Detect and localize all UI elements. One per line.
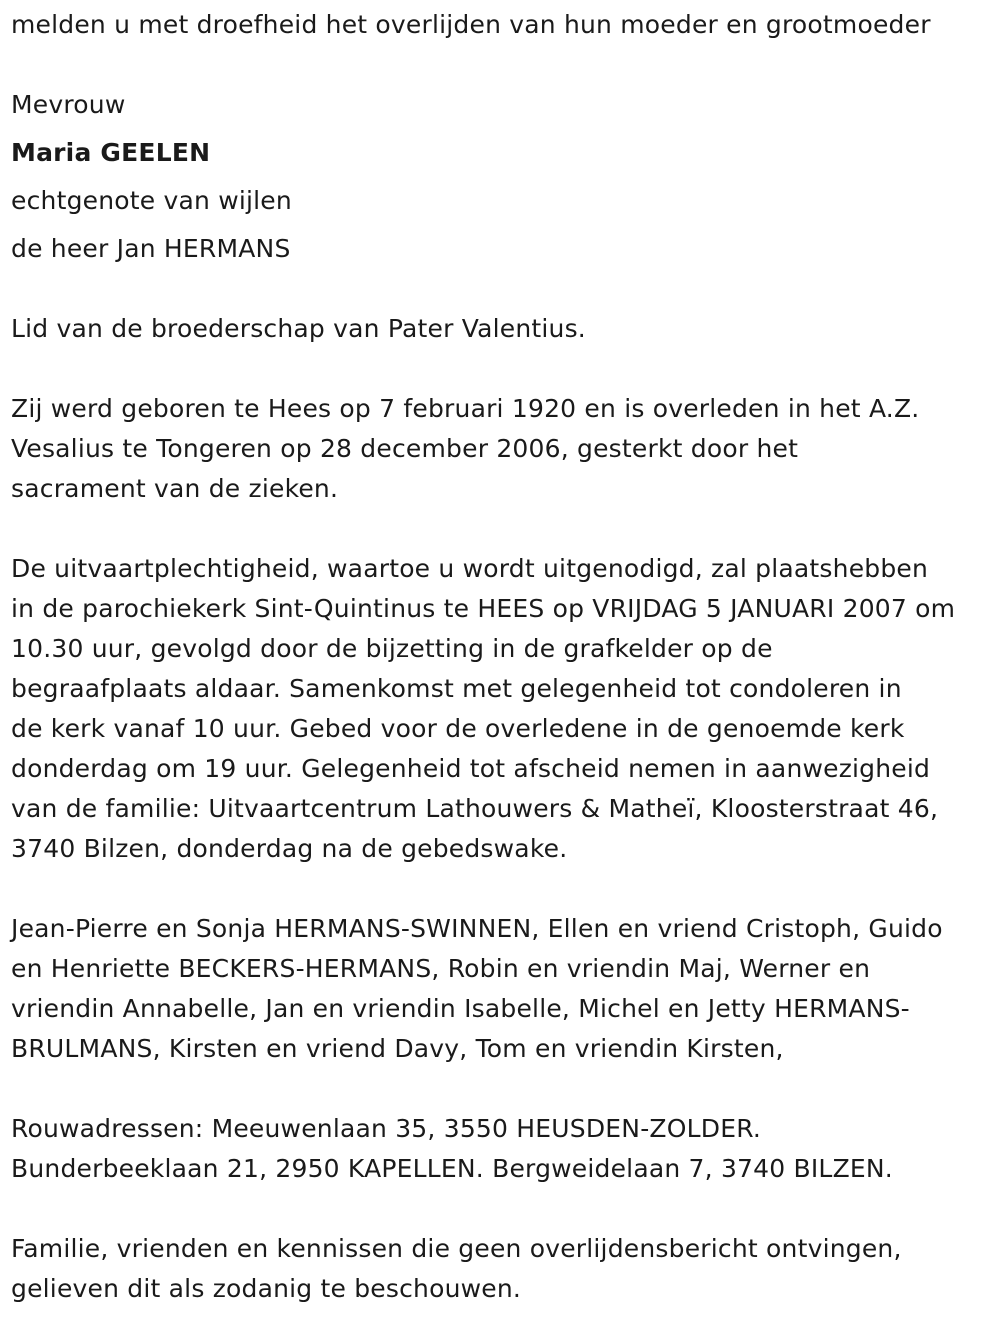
paragraph-line: Jean-Pierre en Sonja HERMANS-SWINNEN, Ellen en vriend Cristoph, Guido: [11, 914, 943, 943]
paragraph-line: De uitvaartplechtigheid, waartoe u wordt uitgenodigd, zal plaatshebben: [11, 554, 929, 583]
paragraph-line: in de parochiekerk Sint-Quintinus te HEES op VRIJDAG 5 JANUARI 2007 om: [11, 594, 956, 623]
paragraph-line: de kerk vanaf 10 uur. Gebed voor de overledene in de genoemde kerk: [11, 714, 905, 743]
funeral-paragraph: [11, 549, 991, 869]
membership-line: Lid van de broederschap van Pater Valentius.: [11, 314, 586, 343]
paragraph-line: Rouwadressen: Meeuwenlaan 35, 3550 HEUSDEN-ZOLDER.: [11, 1114, 762, 1143]
family-paragraph: [11, 909, 991, 1069]
paragraph-line: van de familie: Uitvaartcentrum Lathouwers & Matheï, Kloosterstraat 46,: [11, 794, 939, 823]
spouse-line-2: de heer Jan HERMANS: [11, 234, 291, 263]
paragraph-line: donderdag om 19 uur. Gelegenheid tot afscheid nemen in aanwezigheid: [11, 754, 931, 783]
closing-paragraph: [11, 1229, 991, 1309]
paragraph-line: en Henriette BECKERS-HERMANS, Robin en vriendin Maj, Werner en: [11, 954, 871, 983]
spouse-line-1: echtgenote van wijlen: [11, 186, 292, 215]
deceased-name: Maria GEELEN: [11, 138, 211, 167]
paragraph-line: Vesalius te Tongeren op 28 december 2006, gesterkt door het: [11, 434, 799, 463]
paragraph-line: 10.30 uur, gevolgd door de bijzetting in de grafkelder op de: [11, 634, 773, 663]
paragraph-line: gelieven dit als zodanig te beschouwen.: [11, 1274, 522, 1303]
addresses-paragraph: [11, 1109, 991, 1189]
salutation: Mevrouw: [11, 90, 126, 119]
paragraph-line: Bunderbeeklaan 21, 2950 KAPELLEN. Bergweidelaan 7, 3740 BILZEN.: [11, 1154, 893, 1183]
paragraph-line: Familie, vrienden en kennissen die geen overlijdensbericht ontvingen,: [11, 1234, 902, 1263]
birth-death-paragraph: [11, 389, 991, 509]
paragraph-line: begraafplaats aldaar. Samenkomst met gelegenheid tot condoleren in: [11, 674, 902, 703]
paragraph-line: 3740 Bilzen, donderdag na de gebedswake.: [11, 834, 568, 863]
paragraph-line: Zij werd geboren te Hees op 7 februari 1920 en is overleden in het A.Z.: [11, 394, 920, 423]
paragraph-line: sacrament van de zieken.: [11, 474, 339, 503]
paragraph-line: BRULMANS, Kirsten en vriend Davy, Tom en vriendin Kirsten,: [11, 1034, 784, 1063]
intro-line: melden u met droefheid het overlijden van hun moeder en grootmoeder: [11, 10, 931, 39]
paragraph-line: vriendin Annabelle, Jan en vriendin Isabelle, Michel en Jetty HERMANS-: [11, 994, 910, 1023]
